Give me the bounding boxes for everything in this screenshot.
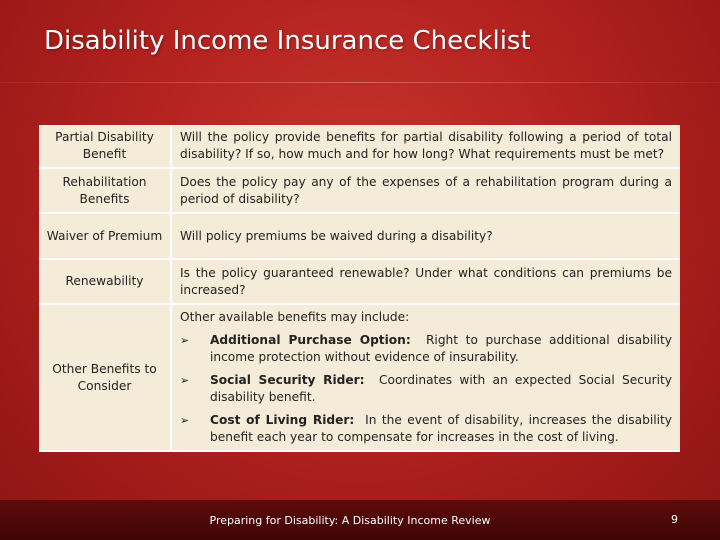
other-benefits-cell xyxy=(172,305,680,452)
table-row xyxy=(39,169,680,214)
arrow-bullet-icon: ➢ xyxy=(180,414,190,427)
list-item xyxy=(180,372,672,406)
benefit-name: Additional Purchase Option: xyxy=(210,333,411,347)
row-label: Renewability xyxy=(39,260,172,305)
row-label: Other Benefits to Consider xyxy=(39,305,172,452)
row-description: Will the policy provide benefits for partial disability following a period of total disability? If so, how much and for how long? What requirements must be met? xyxy=(172,125,680,169)
arrow-bullet-icon: ➢ xyxy=(180,374,190,387)
benefit-text: Coordinates with an expected Social Security disability benefit. xyxy=(210,373,673,404)
benefit-text: In the event of disability, increases the disability benefit each year to compensate for increases in the cost of living. xyxy=(210,413,672,444)
table-row xyxy=(39,305,680,452)
benefit-name: Social Security Rider: xyxy=(210,373,365,387)
row-description: Will policy premiums be waived during a disability? xyxy=(172,214,680,260)
benefit-list xyxy=(180,332,672,446)
row-label: Partial Disability Benefit xyxy=(39,125,172,169)
benefit-text: Right to purchase additional disability income protection without evidence of insurability. xyxy=(210,333,673,364)
title-divider xyxy=(0,82,720,83)
table-row xyxy=(39,260,680,305)
page-number: 9 xyxy=(671,513,678,526)
row-description: Does the policy pay any of the expenses of a rehabilitation program during a period of disability? xyxy=(172,169,680,214)
arrow-bullet-icon: ➢ xyxy=(180,334,190,347)
row-label: Rehabilitation Benefits xyxy=(39,169,172,214)
footer-caption: Preparing for Disability: A Disability Income Review xyxy=(209,514,491,527)
row-label: Waiver of Premium xyxy=(39,214,172,260)
table-row xyxy=(39,214,680,260)
checklist-table xyxy=(39,125,680,452)
row-description: Is the policy guaranteed renewable? Under what conditions can premiums be increased? xyxy=(172,260,680,305)
slide-title: Disability Income Insurance Checklist xyxy=(44,26,531,56)
table-row xyxy=(39,125,680,169)
other-benefits-intro: Other available benefits may include: xyxy=(180,310,410,324)
benefit-name: Cost of Living Rider: xyxy=(210,413,355,427)
list-item xyxy=(180,412,672,446)
list-item xyxy=(180,332,672,366)
